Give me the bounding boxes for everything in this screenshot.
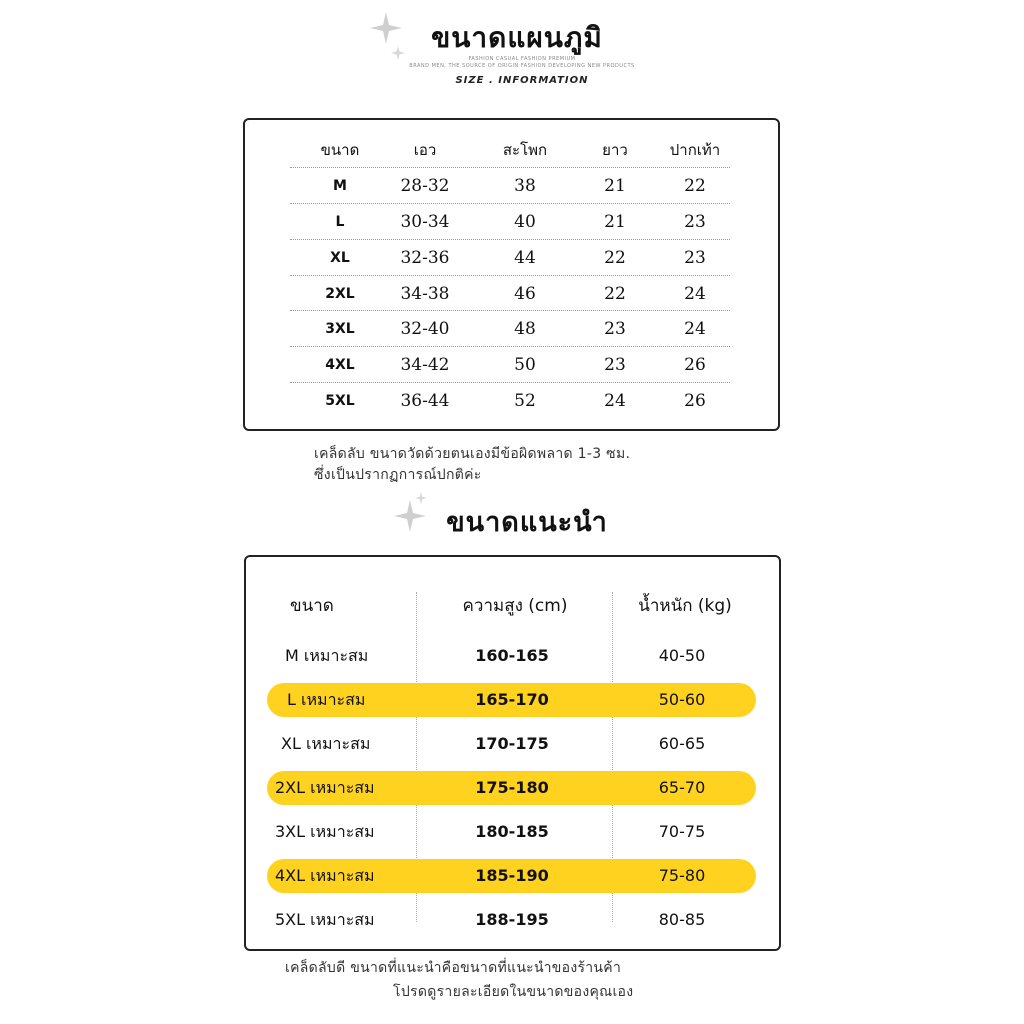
table-row bbox=[290, 275, 730, 312]
size-cell: M เหมาะสม bbox=[285, 646, 369, 665]
table-row-highlighted bbox=[267, 859, 756, 893]
measurement-tip-line-1: เคล็ดลับ ขนาดวัดด้วยตนเองมีข้อผิดพลาด 1-3 ซม. bbox=[314, 446, 631, 462]
hip-cell: 38 bbox=[514, 176, 536, 196]
waist-cell: 28-32 bbox=[400, 176, 450, 196]
size-cell: L เหมาะสม bbox=[287, 690, 366, 709]
leg-opening-cell: 26 bbox=[684, 355, 706, 375]
leg-opening-cell: 24 bbox=[684, 284, 706, 304]
size-cell: 2XL เหมาะสม bbox=[275, 778, 375, 797]
header-leg-opening: ปากเท้า bbox=[669, 141, 721, 159]
height-cell: 185-190 bbox=[475, 866, 549, 885]
length-cell: 21 bbox=[604, 176, 626, 196]
waist-cell: 36-44 bbox=[400, 391, 450, 411]
leg-opening-cell: 23 bbox=[684, 248, 706, 268]
weight-cell: 60-65 bbox=[658, 734, 706, 753]
height-cell: 170-175 bbox=[475, 734, 549, 753]
size-information-label: SIZE . INFORMATION bbox=[455, 75, 589, 86]
weight-cell: 70-75 bbox=[658, 822, 706, 841]
size-cell: 4XL bbox=[325, 357, 355, 373]
length-cell: 24 bbox=[604, 391, 626, 411]
recommendation-tip bbox=[285, 956, 633, 1004]
length-cell: 22 bbox=[604, 248, 626, 268]
header-size: ขนาด bbox=[290, 596, 334, 616]
recommended-size-title: ขนาดแนะนำ bbox=[446, 507, 608, 538]
recommendation-tip-line-1: เคล็ดลับดี ขนาดที่แนะนำคือขนาดที่แนะนำของร้านค้า bbox=[285, 960, 622, 976]
height-cell: 165-170 bbox=[475, 690, 549, 709]
header-size: ขนาด bbox=[320, 141, 360, 159]
waist-cell: 32-40 bbox=[400, 319, 450, 339]
table-row bbox=[290, 346, 730, 383]
table-row-highlighted bbox=[267, 683, 756, 717]
height-cell: 180-185 bbox=[475, 822, 549, 841]
table-row bbox=[267, 727, 756, 761]
recommendation-tip-line-2: โปรดดูรายละเอียดในขนาดของคุณเอง bbox=[393, 984, 634, 1000]
recommended-header-row bbox=[270, 585, 760, 627]
size-cell: 3XL เหมาะสม bbox=[275, 822, 375, 841]
length-cell: 21 bbox=[604, 212, 626, 232]
length-cell: 22 bbox=[604, 284, 626, 304]
size-cell: 3XL bbox=[325, 321, 355, 337]
size-cell: L bbox=[335, 214, 345, 230]
waist-cell: 30-34 bbox=[400, 212, 450, 232]
table-row bbox=[267, 639, 756, 673]
waist-cell: 34-38 bbox=[400, 284, 450, 304]
weight-cell: 50-60 bbox=[658, 690, 706, 709]
hip-cell: 52 bbox=[514, 391, 536, 411]
table-row bbox=[290, 310, 730, 347]
waist-cell: 34-42 bbox=[400, 355, 450, 375]
size-cell: 5XL bbox=[325, 393, 355, 409]
height-cell: 175-180 bbox=[475, 778, 549, 797]
table-row bbox=[290, 167, 730, 204]
table-row bbox=[267, 903, 756, 937]
leg-opening-cell: 26 bbox=[684, 391, 706, 411]
header-hip: สะโพก bbox=[502, 141, 548, 159]
length-cell: 23 bbox=[604, 355, 626, 375]
length-cell: 23 bbox=[604, 319, 626, 339]
height-cell: 160-165 bbox=[475, 646, 549, 665]
measurement-tip bbox=[314, 444, 630, 486]
header-height: ความสูง (cm) bbox=[462, 596, 568, 616]
table-row-highlighted bbox=[267, 771, 756, 805]
header-weight: น้ำหนัก (kg) bbox=[638, 596, 732, 616]
tagline-line-2: BRAND MEN, THE SOURCE OF ORIGIN FASHION DEVELOPING NEW PRODUCTS bbox=[409, 63, 635, 69]
weight-cell: 80-85 bbox=[658, 910, 706, 929]
table-row bbox=[290, 382, 730, 419]
table-row bbox=[267, 815, 756, 849]
leg-opening-cell: 23 bbox=[684, 212, 706, 232]
size-cell: XL bbox=[330, 250, 350, 266]
size-cell: 5XL เหมาะสม bbox=[275, 910, 375, 929]
leg-opening-cell: 22 bbox=[684, 176, 706, 196]
waist-cell: 32-36 bbox=[400, 248, 450, 268]
hip-cell: 50 bbox=[514, 355, 536, 375]
hip-cell: 48 bbox=[514, 319, 536, 339]
table-row bbox=[290, 239, 730, 276]
size-cell: M bbox=[333, 178, 347, 194]
weight-cell: 65-70 bbox=[658, 778, 706, 797]
hip-cell: 46 bbox=[514, 284, 536, 304]
hip-cell: 40 bbox=[514, 212, 536, 232]
height-cell: 188-195 bbox=[475, 910, 549, 929]
size-cell: 4XL เหมาะสม bbox=[275, 866, 375, 885]
hip-cell: 44 bbox=[514, 248, 536, 268]
weight-cell: 40-50 bbox=[658, 646, 706, 665]
size-cell: 2XL bbox=[325, 286, 355, 302]
size-cell: XL เหมาะสม bbox=[281, 734, 371, 753]
tagline-line-1: FASHION CASUAL FASHION PREMIUM bbox=[468, 56, 576, 62]
weight-cell: 75-80 bbox=[658, 866, 706, 885]
header-length: ยาว bbox=[602, 141, 628, 159]
leg-opening-cell: 24 bbox=[684, 319, 706, 339]
size-chart-title: ขนาดแผนภูมิ bbox=[431, 21, 603, 54]
measurement-tip-line-2: ซึ่งเป็นปรากฏการณ์ปกติค่ะ bbox=[314, 467, 482, 483]
size-chart-header-row bbox=[290, 132, 730, 168]
table-row bbox=[290, 203, 730, 240]
header-waist: เอว bbox=[413, 141, 437, 159]
